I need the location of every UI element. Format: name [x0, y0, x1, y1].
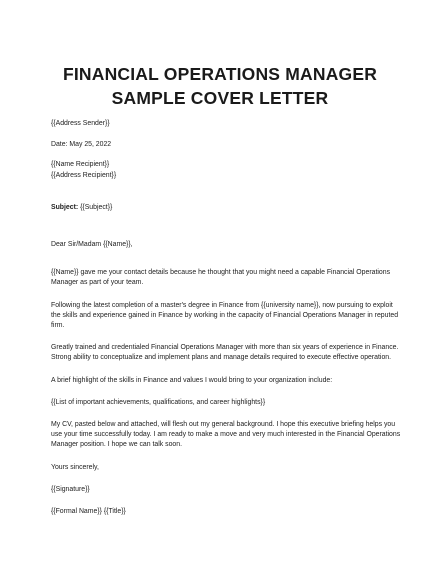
sender-address: {{Address Sender}}: [51, 120, 110, 127]
subject-value: {{Subject}}: [78, 203, 113, 211]
closing: Yours sincerely,: [51, 463, 99, 471]
formal-name: {{Formal Name}} {{Title}}: [51, 508, 126, 516]
recipient-address: {{Address Recipient}}: [51, 171, 117, 179]
subject-line: [51, 203, 401, 213]
letter-date: Date: May 25, 2022: [51, 140, 112, 148]
recipient-name: {{Name Recipient}}: [51, 161, 110, 169]
document-title-line1: FINANCIAL OPERATIONS MANAGER: [62, 64, 378, 84]
paragraph-achievements: {{List of important achievements, qualifications, and career highlights}}: [51, 398, 266, 406]
paragraph-education: Following the latest completion of a master's degree in Finance from {{university name}}, now pursuing to exploit the skills and experience gained in Finance by working in the capacity of Financial Operations Manager in reputed firm.: [51, 301, 399, 330]
paragraph-skills-intro: A brief highlight of the skills in Finance and values I would bring to your organization include:: [51, 376, 333, 384]
paragraph-experience: Greatly trained and credentialed Financial Operations Manager with more than six years of experience in Finance. Strong ability to conceptualize and implement plans and manage details required to execute effective operation.: [51, 344, 399, 362]
paragraph-cv: My CV, pasted below and attached, will flesh out my general background. I hope this executive briefing helps you use your time successfully today. I am ready to make a move and very much interested in the Financial Operations Manager position. I hope we can talk soon.: [51, 421, 401, 449]
document-title-line2: SAMPLE COVER LETTER: [111, 88, 329, 108]
paragraph-referral: {{Name}} gave me your contact details because he thought that you might need a capable Financial Operations Manager as part of your team.: [51, 269, 391, 287]
letter-body: [51, 119, 401, 517]
subject-label: Subject:: [51, 203, 79, 211]
salutation: Dear Sir/Madam {{Name}},: [51, 241, 133, 249]
signature: {{Signature}}: [51, 485, 90, 493]
